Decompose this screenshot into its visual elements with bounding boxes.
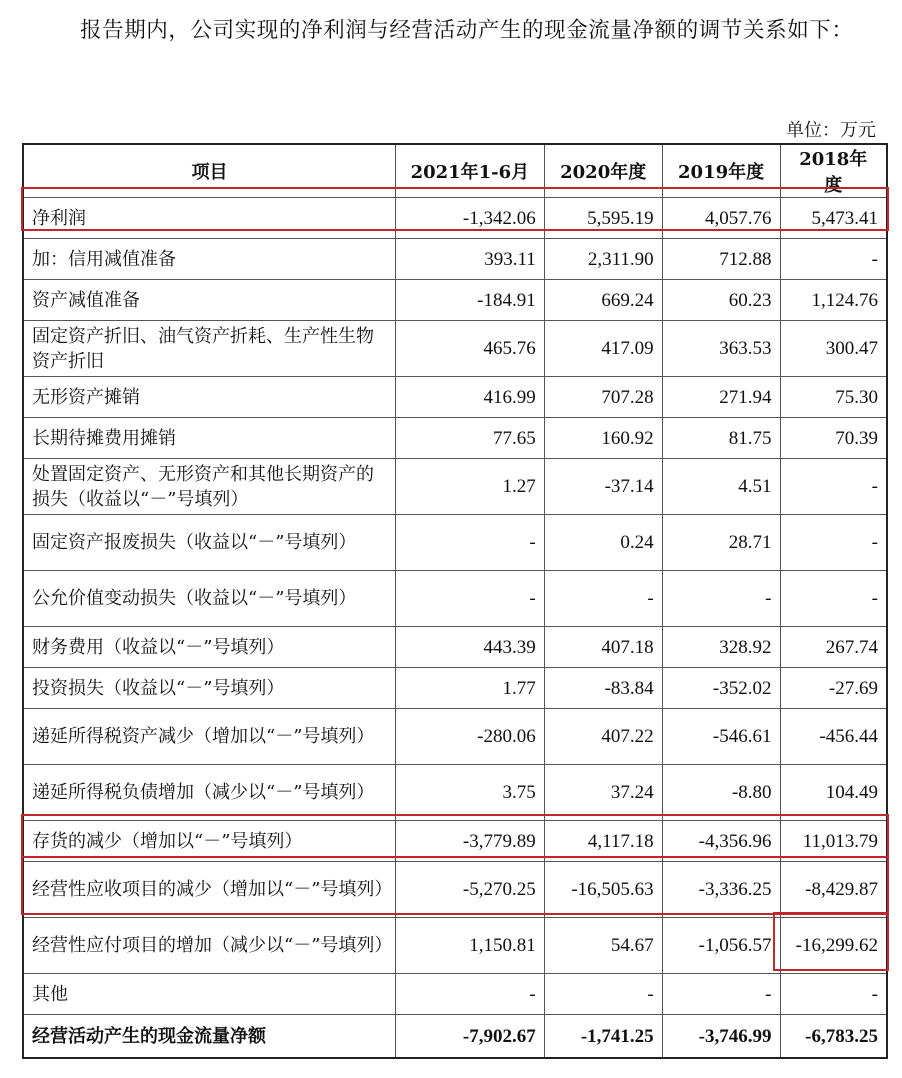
row-value: 407.22 <box>544 709 662 765</box>
row-value: 1.27 <box>396 459 545 515</box>
header-2018: 2018年度 <box>780 144 887 198</box>
row-value: 1.77 <box>396 668 545 709</box>
row-value: 4,117.18 <box>544 821 662 862</box>
row-value: -27.69 <box>780 668 887 709</box>
row-value: -184.91 <box>396 280 545 321</box>
row-value: 54.67 <box>544 918 662 974</box>
row-value: 37.24 <box>544 765 662 821</box>
row-value: 363.53 <box>662 321 780 377</box>
row-value: 712.88 <box>662 239 780 280</box>
row-label: 加：信用减值准备 <box>23 239 396 280</box>
row-value: -7,902.67 <box>396 1015 545 1059</box>
row-value: 75.30 <box>780 377 887 418</box>
table-row <box>23 377 887 418</box>
row-label: 投资损失（收益以“－”号填列） <box>23 668 396 709</box>
row-value: 60.23 <box>662 280 780 321</box>
row-value: - <box>780 515 887 571</box>
row-value: 328.92 <box>662 627 780 668</box>
row-value: -1,056.57 <box>662 918 780 974</box>
table-row <box>23 974 887 1015</box>
row-value: 4,057.76 <box>662 198 780 239</box>
row-value: 1,150.81 <box>396 918 545 974</box>
row-value: -3,779.89 <box>396 821 545 862</box>
row-value: 28.71 <box>662 515 780 571</box>
row-value: 5,473.41 <box>780 198 887 239</box>
row-value: - <box>780 974 887 1015</box>
table-row <box>23 918 887 974</box>
row-label: 财务费用（收益以“－”号填列） <box>23 627 396 668</box>
row-label: 经营性应收项目的减少（增加以“－”号填列） <box>23 862 396 918</box>
row-value: 417.09 <box>544 321 662 377</box>
row-value: 77.65 <box>396 418 545 459</box>
row-label: 固定资产报废损失（收益以“－”号填列） <box>23 515 396 571</box>
row-value: 104.49 <box>780 765 887 821</box>
row-value: - <box>662 974 780 1015</box>
row-label: 处置固定资产、无形资产和其他长期资产的损失（收益以“－”号填列） <box>23 459 396 515</box>
row-value: - <box>780 459 887 515</box>
table-row <box>23 280 887 321</box>
header-item: 项目 <box>23 144 396 198</box>
row-value: 271.94 <box>662 377 780 418</box>
row-label: 净利润 <box>23 198 396 239</box>
row-value: 2,311.90 <box>544 239 662 280</box>
row-value: 465.76 <box>396 321 545 377</box>
row-value: 11,013.79 <box>780 821 887 862</box>
table-total-row <box>23 1015 887 1059</box>
row-value: 70.39 <box>780 418 887 459</box>
table-row <box>23 765 887 821</box>
header-2020: 2020年度 <box>544 144 662 198</box>
row-value: - <box>544 974 662 1015</box>
row-value: 300.47 <box>780 321 887 377</box>
table-row <box>23 321 887 377</box>
row-value: - <box>780 571 887 627</box>
row-value: 267.74 <box>780 627 887 668</box>
row-label: 递延所得税负债增加（减少以“－”号填列） <box>23 765 396 821</box>
table-row <box>23 459 887 515</box>
row-value: -3,336.25 <box>662 862 780 918</box>
row-value: -456.44 <box>780 709 887 765</box>
header-2021h1: 2021年1-6月 <box>396 144 545 198</box>
row-label: 固定资产折旧、油气资产折耗、生产性生物资产折旧 <box>23 321 396 377</box>
row-label: 资产减值准备 <box>23 280 396 321</box>
table-row <box>23 668 887 709</box>
table-row <box>23 821 887 862</box>
row-label: 经营性应付项目的增加（减少以“－”号填列） <box>23 918 396 974</box>
row-value: - <box>396 571 545 627</box>
row-value: 393.11 <box>396 239 545 280</box>
row-value: -83.84 <box>544 668 662 709</box>
row-value: -16,505.63 <box>544 862 662 918</box>
table-row <box>23 418 887 459</box>
header-2019: 2019年度 <box>662 144 780 198</box>
table-row <box>23 862 887 918</box>
row-label: 长期待摊费用摊销 <box>23 418 396 459</box>
row-value: -352.02 <box>662 668 780 709</box>
row-value: 407.18 <box>544 627 662 668</box>
row-value: 81.75 <box>662 418 780 459</box>
row-value: -16,299.62 <box>780 918 887 974</box>
row-label: 递延所得税资产减少（增加以“－”号填列） <box>23 709 396 765</box>
table-row <box>23 709 887 765</box>
row-value: 3.75 <box>396 765 545 821</box>
row-label: 存货的减少（增加以“－”号填列） <box>23 821 396 862</box>
row-value: 5,595.19 <box>544 198 662 239</box>
row-value: - <box>780 239 887 280</box>
table-row <box>23 198 887 239</box>
row-value: -1,342.06 <box>396 198 545 239</box>
intro-paragraph: 报告期内，公司实现的净利润与经营活动产生的现金流量净额的调节关系如下： <box>80 18 854 43</box>
table-row <box>23 239 887 280</box>
row-value: -37.14 <box>544 459 662 515</box>
row-value: - <box>396 974 545 1015</box>
row-value: 416.99 <box>396 377 545 418</box>
row-value: -280.06 <box>396 709 545 765</box>
row-value: 160.92 <box>544 418 662 459</box>
row-value: 4.51 <box>662 459 780 515</box>
cashflow-reconciliation-table <box>22 143 888 1059</box>
unit-label: 单位：万元 <box>786 120 876 141</box>
row-value: 707.28 <box>544 377 662 418</box>
row-value: 443.39 <box>396 627 545 668</box>
table-row <box>23 627 887 668</box>
row-value: -4,356.96 <box>662 821 780 862</box>
row-value: 0.24 <box>544 515 662 571</box>
row-label: 公允价值变动损失（收益以“－”号填列） <box>23 571 396 627</box>
row-label: 经营活动产生的现金流量净额 <box>23 1015 396 1059</box>
row-value: -546.61 <box>662 709 780 765</box>
row-value: -3,746.99 <box>662 1015 780 1059</box>
row-value: - <box>662 571 780 627</box>
row-label: 无形资产摊销 <box>23 377 396 418</box>
row-value: -6,783.25 <box>780 1015 887 1059</box>
row-value: -5,270.25 <box>396 862 545 918</box>
row-value: -8.80 <box>662 765 780 821</box>
row-value: - <box>396 515 545 571</box>
row-label: 其他 <box>23 974 396 1015</box>
row-value: -8,429.87 <box>780 862 887 918</box>
row-value: 669.24 <box>544 280 662 321</box>
table-header-row <box>23 144 887 198</box>
table-row <box>23 515 887 571</box>
table-row <box>23 571 887 627</box>
row-value: -1,741.25 <box>544 1015 662 1059</box>
row-value: 1,124.76 <box>780 280 887 321</box>
row-value: - <box>544 571 662 627</box>
